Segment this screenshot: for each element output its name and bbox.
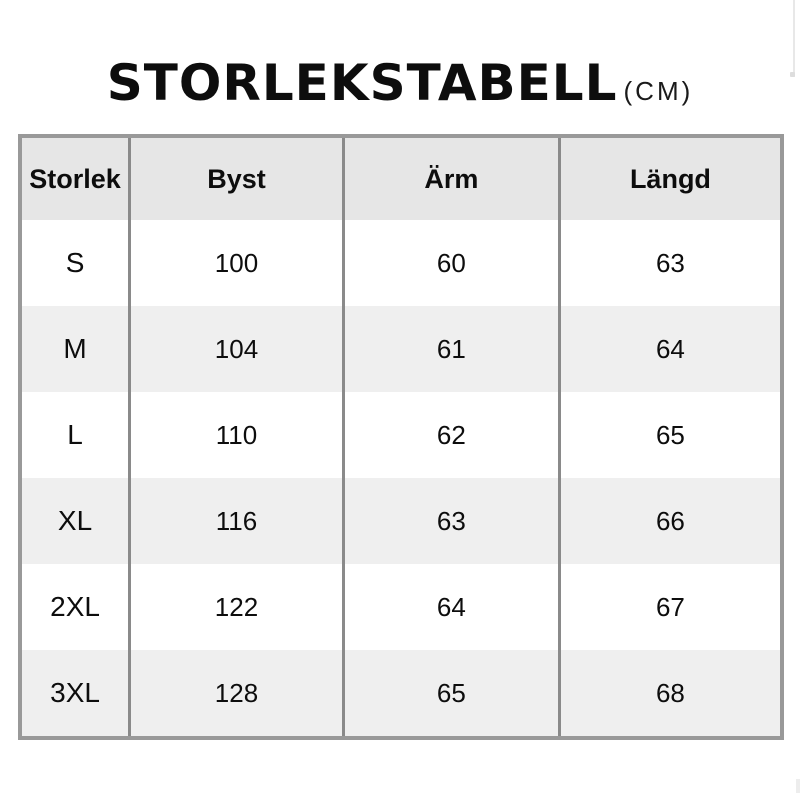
table-header-row bbox=[22, 138, 780, 220]
page-title bbox=[0, 0, 800, 112]
measurement-cell: 63 bbox=[558, 220, 780, 306]
size-label-cell: 3XL bbox=[22, 650, 128, 736]
table-row bbox=[22, 392, 780, 478]
size-table bbox=[18, 134, 784, 740]
title-text: STORLEKSTABELL bbox=[106, 54, 618, 112]
size-label-cell: L bbox=[22, 392, 128, 478]
measurement-cell: 65 bbox=[558, 392, 780, 478]
measurement-cell: 63 bbox=[342, 478, 558, 564]
table-row bbox=[22, 650, 780, 736]
measurement-cell: 64 bbox=[342, 564, 558, 650]
column-header-arm: Ärm bbox=[342, 138, 558, 220]
size-label-cell: 2XL bbox=[22, 564, 128, 650]
measurement-cell: 110 bbox=[128, 392, 342, 478]
measurement-cell: 128 bbox=[128, 650, 342, 736]
right-edge-artifact-smudge bbox=[796, 779, 800, 793]
measurement-cell: 122 bbox=[128, 564, 342, 650]
right-edge-artifact-dot bbox=[790, 72, 795, 77]
table-row bbox=[22, 306, 780, 392]
measurement-cell: 104 bbox=[128, 306, 342, 392]
size-label-cell: XL bbox=[22, 478, 128, 564]
measurement-cell: 64 bbox=[558, 306, 780, 392]
table-row bbox=[22, 220, 780, 306]
measurement-cell: 61 bbox=[342, 306, 558, 392]
column-header-langd: Längd bbox=[558, 138, 780, 220]
table-row bbox=[22, 564, 780, 650]
right-edge-artifact-line bbox=[793, 0, 795, 77]
size-label-cell: M bbox=[22, 306, 128, 392]
measurement-cell: 67 bbox=[558, 564, 780, 650]
column-header-byst: Byst bbox=[128, 138, 342, 220]
measurement-cell: 65 bbox=[342, 650, 558, 736]
size-label-cell: S bbox=[22, 220, 128, 306]
column-header-storlek: Storlek bbox=[22, 138, 128, 220]
measurement-cell: 62 bbox=[342, 392, 558, 478]
measurement-cell: 116 bbox=[128, 478, 342, 564]
measurement-cell: 100 bbox=[128, 220, 342, 306]
title-unit-label: (CM) bbox=[623, 76, 694, 106]
table-row bbox=[22, 478, 780, 564]
measurement-cell: 68 bbox=[558, 650, 780, 736]
measurement-cell: 66 bbox=[558, 478, 780, 564]
measurement-cell: 60 bbox=[342, 220, 558, 306]
